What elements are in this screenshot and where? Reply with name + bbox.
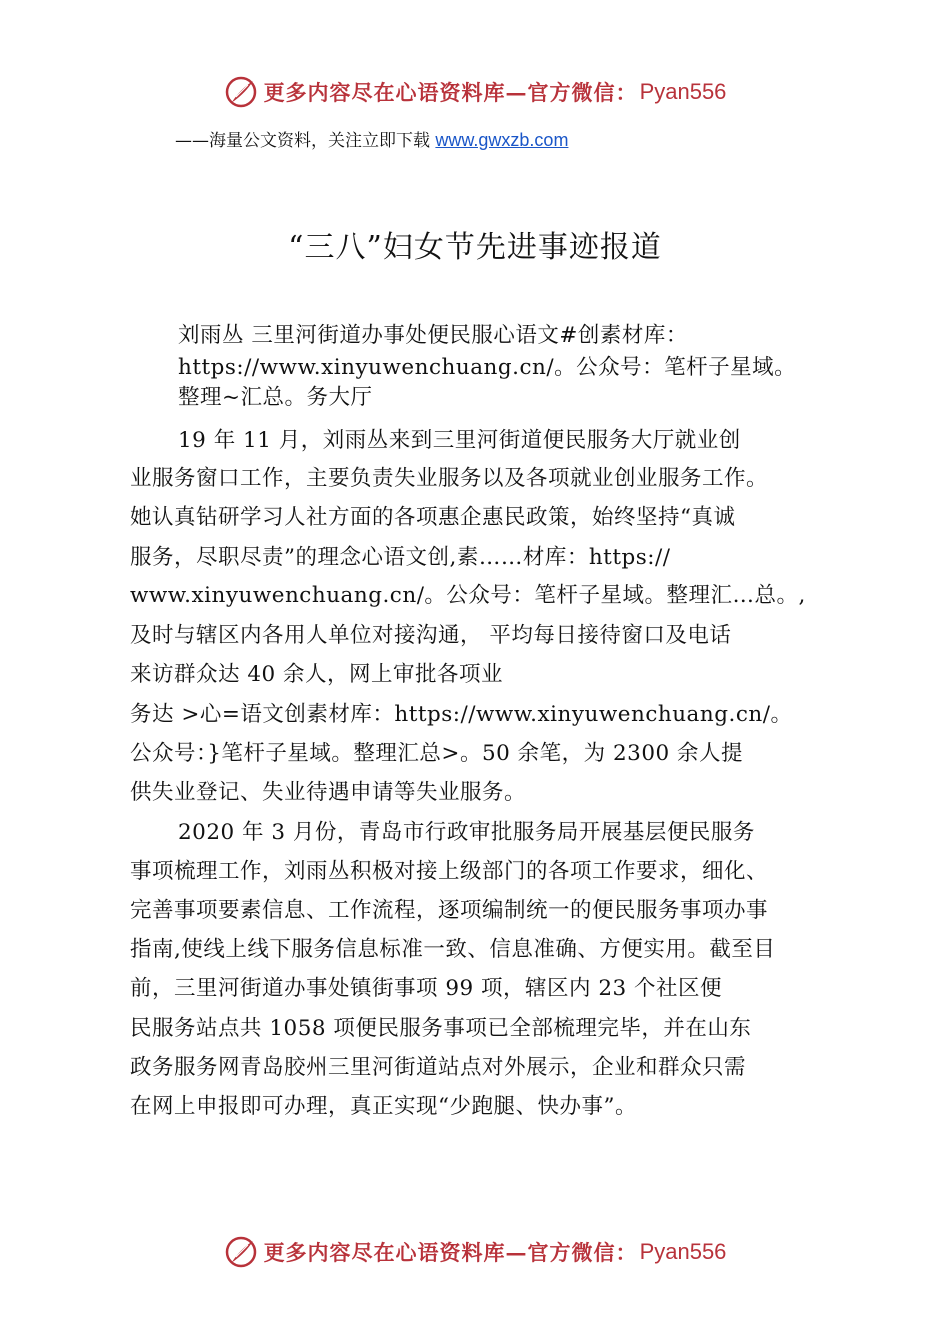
body-line: 刘雨丛 三里河街道办事处便民服心语文#创素材库： — [178, 323, 688, 348]
body-line: 事项梳理工作，刘雨丛积极对接上级部门的各项工作要求，细化、 — [130, 859, 769, 884]
body-line: 务达 >心=语文创素材库：https://www.xinyuwenchuang.cn/。 — [130, 702, 793, 727]
body-line: 19 年 11 月，刘雨丛来到三里河街道便民服务大厅就业创 — [178, 428, 741, 453]
body-line: 在网上申报即可办理，真正实现“少跑腿、快办事”。 — [130, 1094, 637, 1119]
website-link[interactable]: www.gwxzb.com — [435, 130, 569, 150]
body-line: 及时与辖区内各用人单位对接沟通， 平均每日接待窗口及电话 — [130, 623, 732, 648]
body-line: 2020 年 3 月份，青岛市行政审批服务局开展基层便民服务 — [178, 820, 755, 845]
body-line: 服务，尽职尽责”的理念心语文创,素……材库：https:// — [130, 545, 671, 570]
body-line: 来访群众达 40 余人，网上审批各项业 — [130, 662, 504, 687]
body-line: 公众号：}笔杆子星域。整理汇总>。50 余笔，为 2300 余人提 — [130, 741, 744, 766]
body-line: https://www.xinyuwenchuang.cn/。公众号：笔杆子星域。 — [178, 355, 797, 380]
body-line: 业服务窗口工作，主要负责失业服务以及各项就业创业服务工作。 — [130, 466, 769, 491]
body-line: 政务服务网青岛胶州三里河街道站点对外展示，企业和群众只需 — [130, 1055, 747, 1080]
body-line: 前，三里河街道办事处镇街事项 99 项，辖区内 23 个社区便 — [130, 976, 723, 1001]
banner-text: 更多内容尽在心语资料库—官方微信： — [263, 80, 638, 105]
feather-logo-icon — [224, 1235, 258, 1269]
footer-banner-text: 更多内容尽在心语资料库—官方微信： — [263, 1240, 638, 1265]
body-line: 民服务站点共 1058 项便民服务事项已全部梳理完毕，并在山东 — [130, 1016, 752, 1041]
feather-logo-icon — [224, 75, 258, 109]
body-line: 完善事项要素信息、工作流程，逐项编制统一的便民服务事项办事 — [130, 898, 769, 923]
wechat-id: Pyan556 — [639, 79, 727, 104]
footer-banner — [0, 1232, 950, 1272]
body-line: www.xinyuwenchuang.cn/。公众号：笔杆子星域。整理汇…总。, — [130, 583, 806, 608]
header-banner — [0, 72, 950, 112]
document-title: “三八”妇女节先进事迹报道 — [288, 230, 662, 265]
subline — [175, 126, 568, 151]
subline-text: ——海量公文资料，关注立即下载 — [175, 131, 430, 151]
body-line: 整理~汇总。务大厅 — [178, 385, 373, 410]
body-line: 她认真钻研学习人社方面的各项惠企惠民政策，始终坚持“真诚 — [130, 505, 736, 530]
body-line: 供失业登记、失业待遇申请等失业服务。 — [130, 780, 527, 805]
body-line: 指南,使线上线下服务信息标准一致、信息准确、方便实用。截至目 — [130, 937, 776, 962]
footer-wechat-id: Pyan556 — [639, 1239, 727, 1264]
